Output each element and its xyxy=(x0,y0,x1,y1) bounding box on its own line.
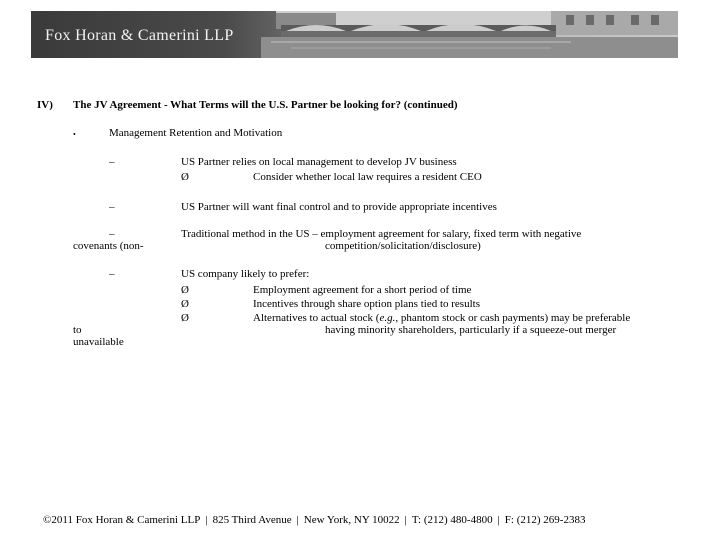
firm-name-title: Fox Horan & Camerini LLP xyxy=(45,27,234,44)
sub-bullet-text: Consider whether local law requires a resident CEO xyxy=(253,171,482,183)
footer-separator: | xyxy=(205,514,208,526)
footer-fax: F: (212) 269-2383 xyxy=(504,514,586,526)
footer-phone: T: (212) 480-4800 xyxy=(411,514,493,526)
sub-bullet-text: Employment agreement for a short period of time xyxy=(253,284,472,296)
item-dash: – xyxy=(109,268,115,280)
item-dash: – xyxy=(109,156,115,168)
footer-separator: | xyxy=(497,514,500,526)
item-left-fragment: unavailable xyxy=(73,336,124,348)
footer-separator: | xyxy=(404,514,407,526)
footer-copyright: ©2011 Fox Horan & Camerini LLP xyxy=(43,514,201,526)
bullet-text: Management Retention and Motivation xyxy=(109,127,283,139)
sub-bullet-arrow: Ø xyxy=(181,298,189,310)
page-footer xyxy=(43,514,585,526)
sub-bullet-arrow: Ø xyxy=(181,171,189,183)
item-left-fragment: to xyxy=(73,324,82,336)
sub-bullet-text: Alternatives to actual stock (e.g., phantom stock or cash payments) may be preferable xyxy=(253,312,631,324)
item-dash: – xyxy=(109,228,115,240)
item-text: US Partner will want final control and to provide appropriate incentives xyxy=(181,201,497,213)
sub-bullet-arrow: Ø xyxy=(181,312,189,324)
item-left-fragment: covenants (non- xyxy=(73,240,144,252)
section-number: IV) xyxy=(37,99,53,111)
sub-bullet-arrow: Ø xyxy=(181,284,189,296)
item-text: US Partner relies on local management to develop JV business xyxy=(181,156,457,168)
sub-bullet-text: Incentives through share option plans tied to results xyxy=(253,298,480,310)
footer-address: 825 Third Avenue xyxy=(212,514,292,526)
item-text: Traditional method in the US – employment agreement for salary, fixed term with negative xyxy=(181,228,582,240)
item-text: US company likely to prefer: xyxy=(181,268,310,280)
bullet-marker: • xyxy=(73,130,76,139)
item-continuation: competition/solicitation/disclosure) xyxy=(325,240,481,252)
item-continuation: having minority shareholders, particularly if a squeeze-out merger xyxy=(325,324,617,336)
header-banner xyxy=(31,11,678,58)
footer-separator: | xyxy=(296,514,299,526)
section-title: The JV Agreement - What Terms will the U.S. Partner be looking for? (continued) xyxy=(73,99,458,111)
item-dash: – xyxy=(109,201,115,213)
footer-city: New York, NY 10022 xyxy=(303,514,400,526)
